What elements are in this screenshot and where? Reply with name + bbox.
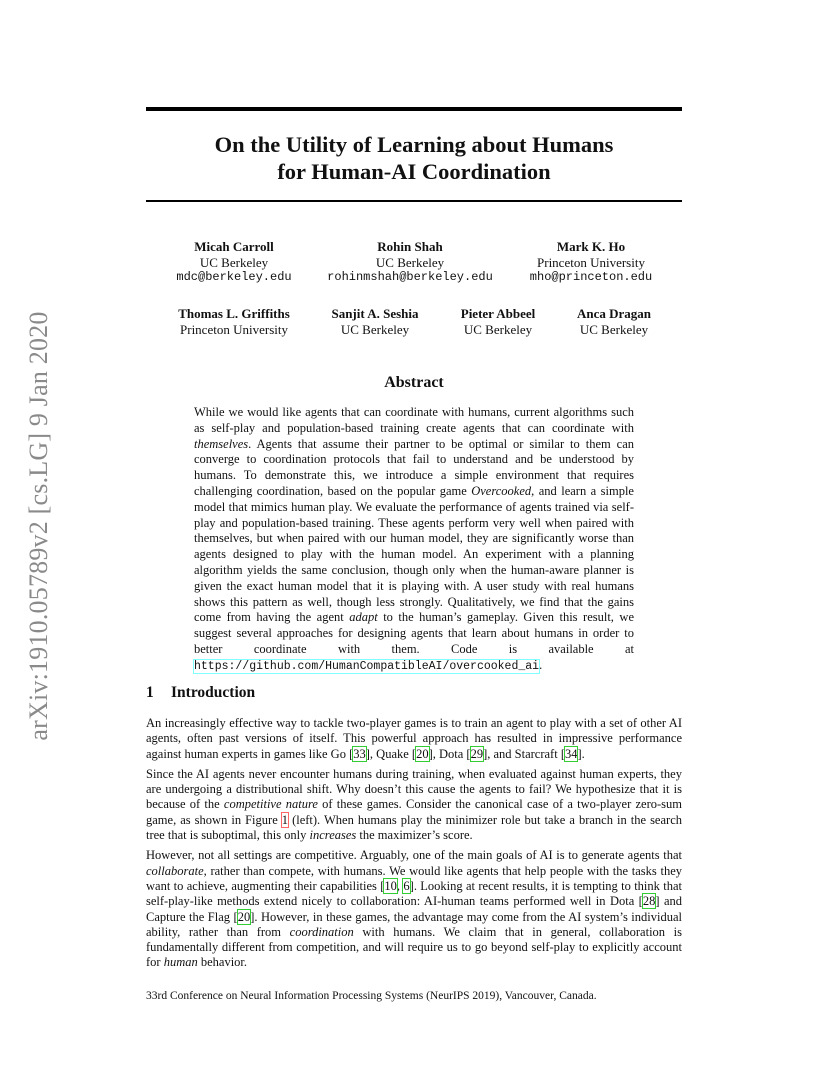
- title-bottom-rule: [146, 200, 682, 202]
- author-block: [331, 306, 418, 337]
- paragraph: [146, 716, 682, 762]
- arxiv-identifier-sidebar: [24, 296, 54, 756]
- paper-title-line-1: On the Utility of Learning about Humans: [214, 132, 614, 157]
- author-block: [178, 306, 290, 337]
- author-name: Pieter Abbeel: [460, 306, 536, 321]
- paper-title-line-2: for Human-AI Coordination: [277, 159, 551, 184]
- abstract-text-run: to the human’s gameplay. Given this result, we suggest several approaches for designing agents that learn about humans in order to better coordinate with them. Code is available at: [194, 610, 634, 656]
- abstract-emphasis: themselves: [194, 436, 249, 451]
- emphasis: coordination: [289, 924, 354, 939]
- text-run: However, not all settings are competitive. Arguably, one of the main goals of AI is to generate agents that: [146, 848, 682, 863]
- paper-title: [146, 131, 682, 185]
- author-affiliation: Princeton University: [180, 321, 288, 337]
- introduction-body: [146, 716, 682, 976]
- author-email: rohinmshah@berkeley.edu: [327, 270, 493, 284]
- author-name: Micah Carroll: [194, 239, 274, 254]
- author-affiliation: UC Berkeley: [375, 254, 445, 270]
- section-number: 1: [146, 684, 154, 701]
- abstract-heading: Abstract: [384, 374, 444, 391]
- citation-link[interactable]: 6: [403, 878, 410, 893]
- title-top-rule: [146, 107, 682, 111]
- text-run: , rather than compete, with humans. We would like agents that help people with the tasks they want to achieve, augmenting their capabilities [: [146, 863, 682, 893]
- text-run: ] and Capture the Flag [: [146, 894, 682, 924]
- author-name: Rohin Shah: [377, 239, 443, 254]
- text-run: ]. However, in these games, the advantage may come from the AI system’s individual ability, rather than from: [146, 909, 682, 939]
- section-heading: [146, 684, 255, 702]
- author-affiliation: UC Berkeley: [199, 254, 269, 270]
- citation-link[interactable]: 33: [353, 746, 366, 761]
- paragraph: [146, 848, 682, 970]
- citation-link[interactable]: 20: [416, 746, 429, 761]
- author-affiliation: Princeton University: [537, 254, 645, 270]
- author-block: [327, 239, 493, 286]
- citation-link[interactable]: 28: [642, 894, 656, 909]
- citation-link[interactable]: 29: [470, 746, 484, 761]
- figure-reference-link[interactable]: 1: [281, 812, 289, 827]
- citation-link[interactable]: 10: [384, 878, 397, 893]
- author-name: Mark K. Ho: [556, 239, 626, 254]
- emphasis: increases: [309, 828, 357, 843]
- author-email: mho@princeton.edu: [529, 270, 653, 284]
- citation-link[interactable]: 20: [237, 909, 251, 924]
- text-run: with humans. We claim that in general, collaboration is fundamentally different from competition, and will require us to go beyond self-play to explicitly account for: [146, 924, 682, 970]
- author-block: [461, 306, 536, 337]
- section-title: Introduction: [171, 684, 256, 701]
- abstract-emphasis: adapt: [349, 610, 378, 625]
- author-name: Anca Dragan: [576, 306, 652, 321]
- citation-link[interactable]: 34: [564, 746, 578, 761]
- author-affiliation: UC Berkeley: [579, 321, 649, 337]
- text-run: ], Quake [: [365, 746, 417, 761]
- abstract-text: [194, 405, 634, 675]
- author-email: mdc@berkeley.edu: [176, 270, 292, 284]
- abstract-text-run: .: [539, 657, 543, 672]
- abstract-text-run: While we would like agents that can coordinate with humans, current algorithms such as self-play and population-based training create agents that can coordinate with: [194, 405, 634, 435]
- text-run: ], Dota [: [428, 746, 471, 761]
- text-run: ]. Looking at recent results, it is tempting to think that self-play-like methods extend nicely to collaboration: AI-human teams performed well in Dota [: [146, 878, 683, 909]
- author-block: [176, 239, 291, 286]
- text-run: ,: [396, 878, 404, 893]
- arxiv-identifier-text: arXiv:1910.05789v2 [cs.LG] 9 Jan 2020: [24, 311, 53, 741]
- conference-footnote: 33rd Conference on Neural Information Processing Systems (NeurIPS 2019), Vancouver, Canada.: [146, 990, 597, 1002]
- abstract-text-run: , and learn a simple model that mimics human play. We evaluate the performance of agents trained via self-play and population-based training. These agents perform very well when paired with themselves, but when paired with our human model, they are significantly worse than agents designed to play with the human model. An experiment with a planning algorithm yields the same conclusion, though only when the human-aware planner is given the exact human model that it is playing with. A user study with real humans shows this pattern as well, though less strongly. Qualitatively, we find that the gains come from having the agent: [194, 483, 634, 625]
- text-run: Since the AI agents never encounter humans during training, when evaluated against human experts, they are undergoing a distributional shift. Why doesn’t this cause the agents to fail? We hypothesize that it is because of the: [146, 766, 682, 812]
- code-repository-link[interactable]: https://github.com/HumanCompatibleAI/overcooked_ai: [194, 659, 540, 673]
- author-name: Thomas L. Griffiths: [178, 306, 290, 321]
- abstract-emphasis: Overcooked: [471, 483, 532, 498]
- abstract-text-run: . Agents that assume their partner to be optimal or similar to them can converge to coordination protocols that fail to understand and be understood by humans. To demonstrate this, we introduce a simple environment that requires challenging coordination, based on the popular game: [194, 436, 634, 498]
- author-block: [577, 306, 651, 337]
- paragraph: [146, 767, 682, 843]
- author-name: Sanjit A. Seshia: [331, 306, 419, 321]
- text-run: (left). When humans play the minimizer role but take a branch in the search tree that is suboptimal, this only: [146, 812, 682, 843]
- emphasis: human: [163, 955, 198, 970]
- author-block: [530, 239, 652, 286]
- emphasis: competitive nature: [223, 797, 318, 812]
- text-run: ].: [577, 746, 585, 761]
- text-run: An increasingly effective way to tackle two-player games is to train an agent to play with a set of other AI agents, often past versions of itself. This powerful approach has resulted in impressive performance against human experts in games like Go [: [146, 716, 682, 761]
- author-affiliation: UC Berkeley: [340, 321, 410, 337]
- text-run: the maximizer’s score.: [356, 828, 473, 843]
- text-run: behavior.: [197, 955, 248, 970]
- emphasis: collaborate: [146, 863, 204, 878]
- text-run: ], and Starcraft [: [483, 746, 565, 761]
- text-run: of these games. Consider the canonical case of a two-player zero-sum game, as shown in Figure: [146, 797, 682, 827]
- author-affiliation: UC Berkeley: [463, 321, 533, 337]
